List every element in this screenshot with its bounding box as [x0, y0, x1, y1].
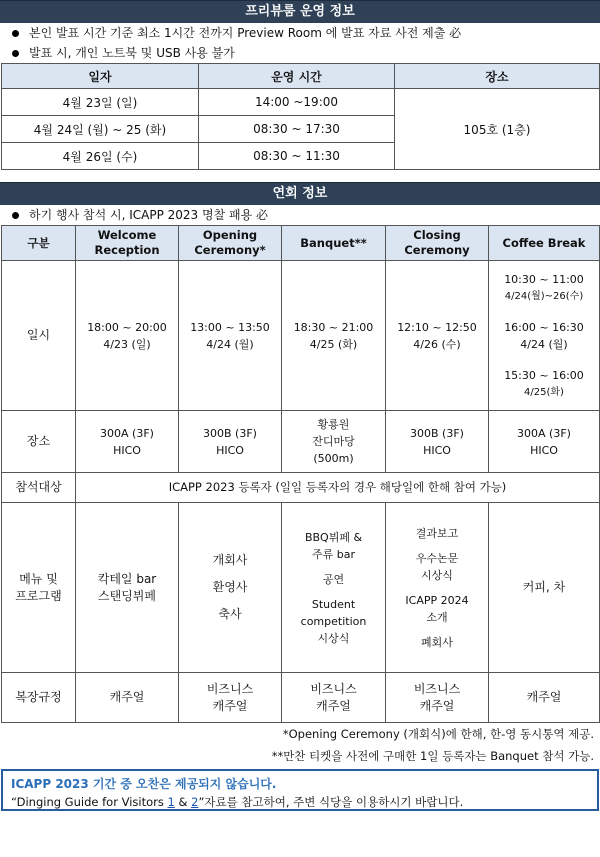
- col-category: 구분: [2, 226, 76, 261]
- location-cell: 105호 (1층): [395, 89, 600, 170]
- datetime-closing: 12:10 ~ 12:50 4/26 (수): [386, 261, 489, 411]
- attendees-value: ICAPP 2023 등록자 (일일 등록자의 경우 해당일에 한해 참여 가능): [76, 473, 600, 503]
- social-header: 연회 정보: [0, 182, 600, 205]
- attendees-row: [2, 473, 600, 503]
- col-closing: Closing Ceremony: [386, 226, 489, 261]
- col-hours: 운영 시간: [199, 64, 395, 89]
- preview-header: 프리뷰룸 운영 정보: [0, 0, 600, 23]
- col-banquet: Banquet**: [282, 226, 386, 261]
- preview-table: [1, 63, 600, 170]
- events-header: [2, 226, 600, 261]
- alert-body: “Dinging Guide for Visitors 1 & 2”자료를 참고하여, 주변 식당을 이용하시기 바랍니다.: [11, 795, 464, 809]
- preview-section: [0, 0, 600, 170]
- venue-closing: 300B (3F) HICO: [386, 411, 489, 473]
- guide-link-1[interactable]: 1: [167, 795, 175, 809]
- menu-banquet: BBQ뷔페 & 주류 bar 공연 Student competition 시상식: [282, 503, 386, 673]
- preview-bullet-1: 본인 발표 시간 기준 최소 1시간 전까지 Preview Room 에 발표 자료 사전 제출 必: [0, 23, 600, 43]
- time-cell: 14:00 ~19:00: [199, 89, 395, 116]
- venue-coffee: 300A (3F) HICO: [489, 411, 600, 473]
- venue-banquet: 황룡원 잔디마당 (500m): [282, 411, 386, 473]
- datetime-welcome: 18:00 ~ 20:00 4/23 (일): [76, 261, 179, 411]
- alert-title: ICAPP 2023 기간 중 오찬은 제공되지 않습니다.: [11, 777, 277, 791]
- dress-coffee: 캐주얼: [489, 673, 600, 723]
- menu-closing: 결과보고 우수논문 시상식 ICAPP 2024 소개 폐회사: [386, 503, 489, 673]
- date-cell: 4월 26일 (수): [2, 143, 199, 170]
- events-table: [1, 225, 600, 723]
- menu-row: [2, 503, 600, 673]
- table-row: [2, 89, 600, 116]
- time-cell: 08:30 ~ 11:30: [199, 143, 395, 170]
- venue-row: [2, 411, 600, 473]
- social-bullet: 하기 행사 참석 시, ICAPP 2023 명찰 패용 必: [0, 205, 600, 225]
- col-welcome: Welcome Reception: [76, 226, 179, 261]
- guide-link-2[interactable]: 2: [191, 795, 199, 809]
- row-label: 장소: [2, 411, 76, 473]
- dress-opening: 비즈니스 캐주얼: [179, 673, 282, 723]
- col-date: 일자: [2, 64, 199, 89]
- dress-banquet: 비즈니스 캐주얼: [282, 673, 386, 723]
- date-cell: 4월 23일 (일): [2, 89, 199, 116]
- menu-welcome: 칵테일 bar 스탠딩뷔페: [76, 503, 179, 673]
- venue-opening: 300B (3F) HICO: [179, 411, 282, 473]
- col-coffee: Coffee Break: [489, 226, 600, 261]
- col-location: 장소: [395, 64, 600, 89]
- bullet-dot-icon: [12, 30, 19, 37]
- col-opening: Opening Ceremony*: [179, 226, 282, 261]
- note-opening: *Opening Ceremony (개회식)에 한해, 한-영 동시통역 제공.: [282, 727, 594, 741]
- preview-table-header: [2, 64, 600, 89]
- dress-row: [2, 673, 600, 723]
- row-label: 복장규정: [2, 673, 76, 723]
- note-banquet: **만찬 티켓을 사전에 구매한 1일 등록자는 Banquet 참석 가능.: [271, 749, 594, 763]
- lunch-alert: [1, 769, 599, 811]
- date-cell: 4월 24일 (월) ~ 25 (화): [2, 116, 199, 143]
- bullet-dot-icon: [12, 212, 19, 219]
- datetime-coffee: 10:30 ~ 11:00 4/24(월)~26(수) 16:00 ~ 16:30 4/24 (월) 15:30 ~ 16:00 4/25(화): [489, 261, 600, 411]
- row-label: 참석대상: [2, 473, 76, 503]
- dress-welcome: 캐주얼: [76, 673, 179, 723]
- dress-closing: 비즈니스 캐주얼: [386, 673, 489, 723]
- row-label: 일시: [2, 261, 76, 411]
- bullet-dot-icon: [12, 50, 19, 57]
- datetime-banquet: 18:30 ~ 21:00 4/25 (화): [282, 261, 386, 411]
- venue-welcome: 300A (3F) HICO: [76, 411, 179, 473]
- row-label: 메뉴 및 프로그램: [2, 503, 76, 673]
- preview-bullet-2: 발표 시, 개인 노트북 및 USB 사용 불가: [0, 43, 600, 63]
- time-cell: 08:30 ~ 17:30: [199, 116, 395, 143]
- menu-coffee: 커피, 차: [489, 503, 600, 673]
- menu-opening: 개회사 환영사 축사: [179, 503, 282, 673]
- social-section: [0, 182, 600, 767]
- datetime-row: [2, 261, 600, 411]
- datetime-opening: 13:00 ~ 13:50 4/24 (월): [179, 261, 282, 411]
